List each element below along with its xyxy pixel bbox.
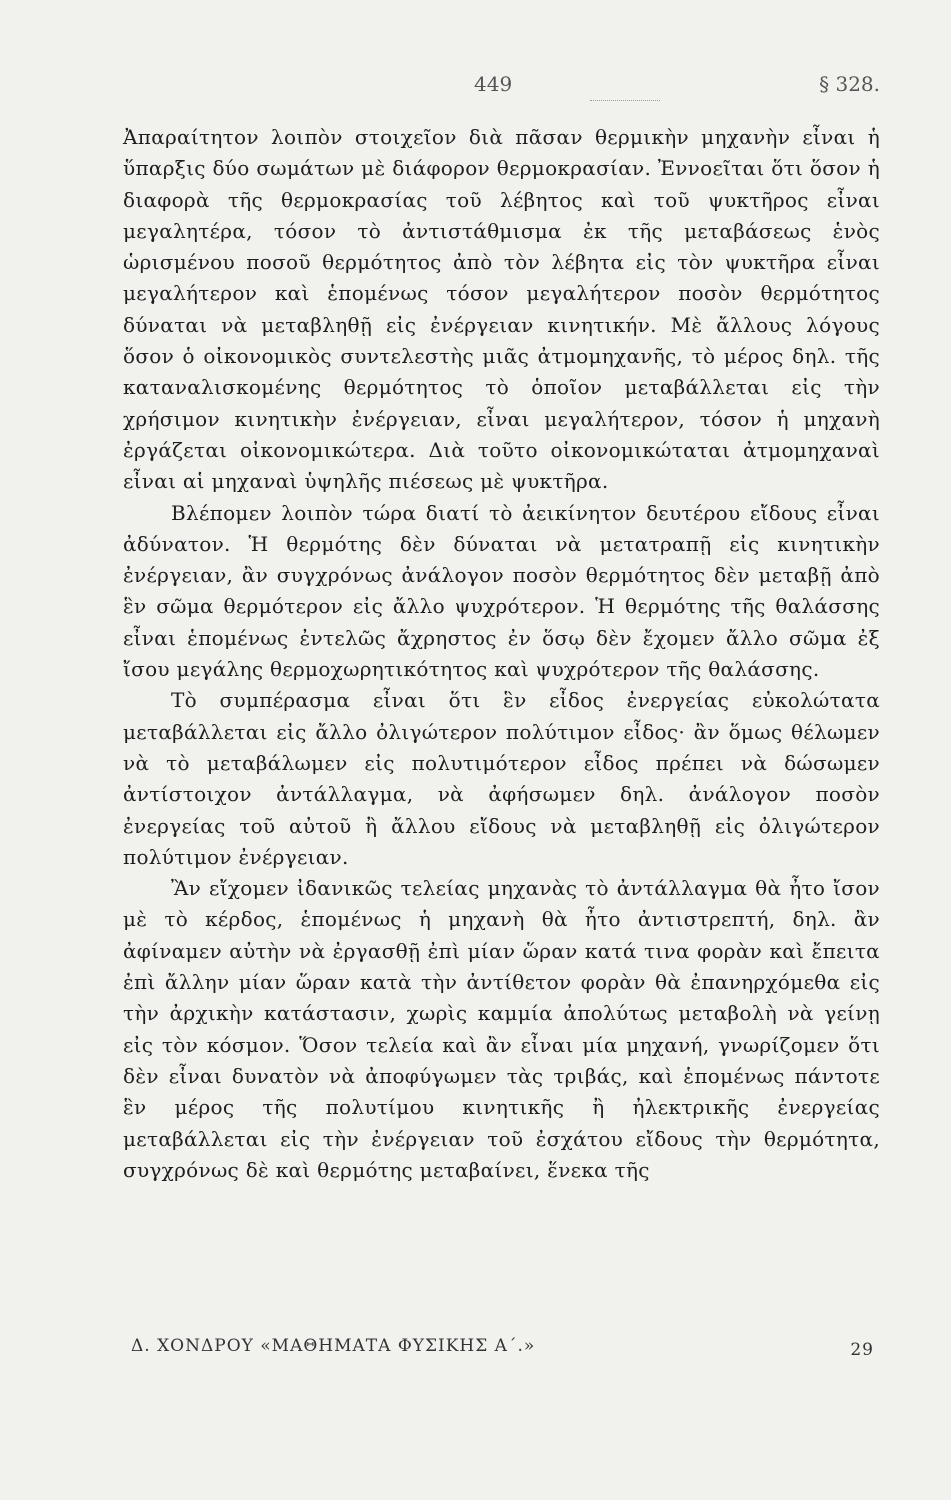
book-citation: Δ. ΧΟΝΔΡΟΥ «ΜΑΘΗΜΑΤΑ ΦΥΣΙΚΗΣ Α΄.» [131, 1336, 536, 1356]
paragraph: Ἀπαραίτητον λοιπὸν στοιχεῖον διὰ πᾶσαν θερμικὴν μηχανὴν εἶναι ἡ ὕπαρξις δύο σωμάτων μὲ διάφορον θερμοκρασίαν. Ἐννοεῖται ὅτι ὅσον ἡ διαφορὰ τῆς θερμοκρασίας τοῦ λέβητος καὶ τοῦ ψυκτῆρος εἶναι μεγαλητέρα, τόσον τὸ ἀντιστάθμισμα ἐκ τῆς μεταβάσεως ἑνὸς ὡρισμένου ποσοῦ θερμότητος ἀπὸ τὸν λέβητα εἰς τὸν ψυκτῆρα εἶναι μεγαλήτερον καὶ ἑπομένως τόσον μεγαλήτερον ποσὸν θερμότητος δύναται νὰ μεταβληθῇ εἰς ἐνέργειαν κινητικήν. Μὲ ἄλλους λόγους ὅσον ὁ οἰκονομικὸς συντελεστὴς μιᾶς ἀτμομηχανῆς, τὸ μέρος δηλ. τῆς καταναλισκομένης θερμότητος τὸ ὁποῖον μεταβάλλεται εἰς τὴν χρήσιμον κινητικὴν ἐνέργειαν, εἶναι μεγαλήτερον, τόσον ἡ μηχανὴ ἐργάζεται οἰκονομικώτερα. Διὰ τοῦτο οἰκονομικώταται ἀτμομηχαναὶ εἶναι αἱ μηχαναὶ ὑψηλῆς πιέσεως μὲ ψυκτῆρα. [123, 125, 880, 494]
paragraph: Βλέπομεν λοιπὸν τώρα διατί τὸ ἀεικίνητον δευτέρου εἴδους εἶναι ἀδύνατον. Ἡ θερμότης δὲν δύναται νὰ μετατραπῇ εἰς κινητικὴν ἐνέργειαν, ἂν συγχρόνως ἀνάλογον ποσὸν θερμότητος δὲν μεταβῇ ἀπὸ ἓν σῶμα θερμότερον εἰς ἄλλο ψυχρότερον. Ἡ θερμότης τῆς θαλάσσης εἶναι ἑπομένως ἐντελῶς ἄχρηστος ἐν ὅσῳ δὲν ἔχομεν ἄλλο σῶμα ἐξ ἴσου μεγάλης θερμοχωρητικότητος καὶ ψυχρότερον τῆς θαλάσσης. [123, 500, 880, 682]
paragraph: Τὸ συμπέρασμα εἶναι ὅτι ἓν εἶδος ἐνεργείας εὐκολώτατα μεταβάλλεται εἰς ἄλλο ὀλιγώτερον πολύτιμον εἶδος· ἂν ὅμως θέλωμεν νὰ τὸ μεταβάλωμεν εἰς πολυτιμότερον εἶδος πρέπει νὰ δώσωμεν ἀντίστοιχον ἀντάλλαγμα, νὰ ἀφήσωμεν δηλ. ἀνάλογον ποσὸν ἐνεργείας τοῦ αὐτοῦ ἢ ἄλλου εἴδους νὰ μεταβληθῇ εἰς ὀλιγώτερον πολύτιμον ἐνέργειαν. [123, 688, 880, 869]
paragraph: Ἂν εἴχομεν ἰδανικῶς τελείας μηχανὰς τὸ ἀντάλλαγμα θὰ ἦτο ἴσον μὲ τὸ κέρδος, ἑπομένως ἡ μηχανὴ θὰ ἦτο ἀντιστρεπτή, δηλ. ἂν ἀφίναμεν αὐτὴν νὰ ἐργασθῇ ἐπὶ μίαν ὥραν κατά τινα φορὰν καὶ ἔπειτα ἐπὶ ἄλλην μίαν ὥραν κατὰ τὴν ἀντίθετον φορὰν θὰ ἐπανηρχόμεθα εἰς τὴν ἀρχικὴν κατάστασιν, χωρὶς καμμία ἀπολύτως μεταβολὴ νὰ γείνῃ εἰς τὸν κόσμον. Ὅσον τελεία καὶ ἂν εἶναι μία μηχανή, γνωρίζομεν ὅτι δὲν εἶναι δυνατὸν νὰ ἀποφύγωμεν τὰς τριβάς, καὶ ἑπομένως πάντοτε ἓν μέρος τῆς πολυτίμου κινητικῆς ἢ ἠλεκτρικῆς ἐνεργείας μεταβάλλεται εἰς τὴν ἐνέργειαν τοῦ ἐσχάτου εἴδους τὴν θερμότητα, συγχρόνως δὲ καὶ θερμότης μεταβαίνει, ἕνεκα τῆς [123, 876, 880, 1182]
running-header [120, 72, 880, 102]
body-text [123, 122, 880, 1186]
section-mark: § 328. [819, 72, 880, 96]
signature-number: 29 [850, 1340, 874, 1360]
header-rule [590, 100, 660, 101]
page-number: 449 [474, 72, 513, 96]
footer [123, 1336, 880, 1366]
